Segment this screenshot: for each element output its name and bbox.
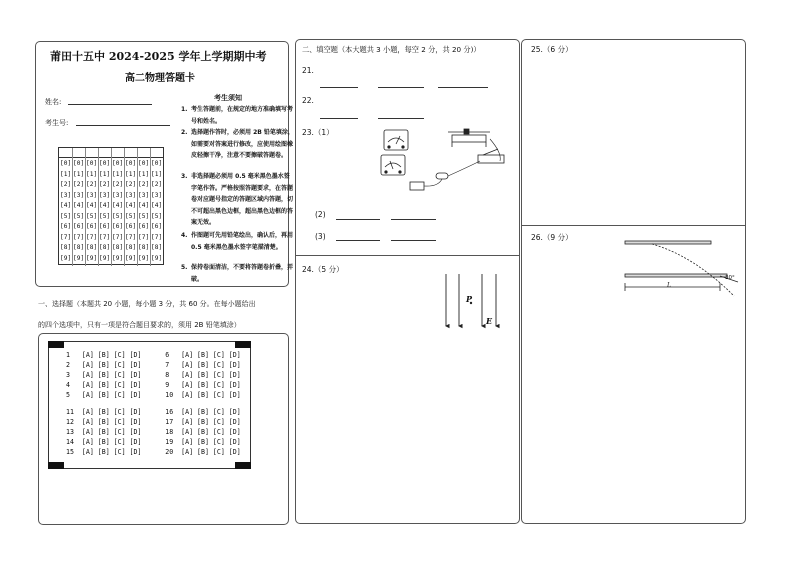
q24-field-figure — [440, 272, 506, 334]
id-bubble[interactable]: [0] — [86, 160, 98, 167]
rheostat-icon — [448, 129, 490, 147]
note-num: 5. — [181, 264, 188, 271]
id-bubble[interactable]: [5] — [86, 212, 98, 220]
id-bubble[interactable]: [3] — [99, 191, 111, 199]
id-bubble[interactable]: [0] — [138, 160, 150, 167]
id-bubble[interactable]: [4] — [86, 202, 98, 209]
id-bubble[interactable]: [6] — [112, 223, 124, 230]
corner-mark — [48, 341, 64, 348]
q21-blank[interactable] — [378, 87, 424, 88]
id-bubble[interactable]: [7] — [112, 233, 124, 241]
note-text: 考生答题前，在规定的地方准确填写考号和姓名。 — [191, 106, 294, 125]
id-bubble[interactable]: [4] — [73, 202, 85, 209]
id-bubble[interactable]: [7] — [73, 233, 85, 241]
id-bubble[interactable]: [5] — [112, 212, 124, 220]
card-title: 莆田十五中 2024-2025 学年上学期期中考 — [50, 50, 267, 63]
id-bubble[interactable]: [2] — [125, 181, 137, 188]
id-bubble[interactable]: [5] — [99, 212, 111, 220]
mc-answer-row[interactable]: 5 [A] [B] [C] [D] 10 [A] [B] [C] [D] — [66, 391, 241, 399]
id-bubble[interactable]: [2] — [73, 181, 85, 188]
id-bubble[interactable]: [2] — [112, 181, 124, 188]
note-item — [181, 171, 297, 231]
corner-mark — [48, 462, 64, 469]
q23-label: 23.（1） — [302, 128, 334, 137]
id-bubble[interactable]: [2] — [99, 181, 111, 188]
section1-line2: 的四个选项中，只有一项是符合题目要求的，须用 2B 铅笔填涂） — [38, 321, 241, 329]
q23-apparatus-figure — [378, 127, 510, 200]
id-bubble[interactable]: [9] — [86, 254, 98, 262]
id-bubble[interactable]: [3] — [60, 191, 72, 199]
id-bubble[interactable]: [4] — [112, 202, 124, 209]
name-field[interactable] — [68, 104, 152, 105]
note-item — [181, 262, 297, 286]
id-bubble[interactable]: [0] — [151, 160, 163, 167]
angle-label: 30° — [725, 275, 735, 281]
id-bubble[interactable]: [7] — [86, 233, 98, 241]
q21-label: 21. — [302, 66, 314, 75]
id-bubble[interactable]: [4] — [138, 202, 150, 209]
id-bubble[interactable]: [8] — [112, 244, 124, 251]
id-bubble[interactable]: [4] — [60, 202, 72, 209]
id-field[interactable] — [76, 125, 170, 126]
q26-deflection-figure — [622, 238, 744, 300]
id-bubble-grid[interactable] — [58, 147, 164, 265]
id-bubble[interactable]: [8] — [99, 244, 111, 251]
id-bubble[interactable]: [5] — [60, 212, 72, 220]
mc-answer-row[interactable]: 13 [A] [B] [C] [D] 18 [A] [B] [C] [D] — [66, 428, 241, 436]
id-bubble[interactable]: [1] — [60, 170, 72, 178]
id-bubble[interactable]: [8] — [60, 244, 72, 251]
id-bubble[interactable]: [6] — [86, 223, 98, 230]
note-text: 作图题可先用铅笔绘出，确认后，再用 0.5 毫米黑色墨水签字笔描清楚。 — [191, 232, 294, 251]
field-label-p: P — [466, 294, 473, 304]
id-bubble[interactable]: [6] — [125, 223, 137, 230]
q22-label: 22. — [302, 96, 314, 105]
id-bubble[interactable]: [4] — [99, 202, 111, 209]
q21-blank[interactable] — [438, 87, 488, 88]
id-bubble[interactable]: [0] — [125, 160, 137, 167]
id-bubble[interactable]: [9] — [73, 254, 85, 262]
mc-answer-row[interactable]: 14 [A] [B] [C] [D] 19 [A] [B] [C] [D] — [66, 438, 241, 446]
id-bubble[interactable]: [3] — [73, 191, 85, 199]
q23-blank[interactable] — [391, 219, 436, 220]
id-bubble[interactable]: [4] — [151, 202, 163, 209]
id-bubble[interactable]: [3] — [112, 191, 124, 199]
id-bubble[interactable]: [1] — [73, 170, 85, 178]
id-bubble[interactable]: [8] — [151, 244, 163, 251]
id-bubble[interactable]: [2] — [60, 181, 72, 188]
ammeter-icon — [384, 130, 408, 150]
resistor-icon — [410, 173, 448, 190]
id-bubble[interactable]: [8] — [138, 244, 150, 251]
section1-line1: 一、选择题（本题共 20 小题，每小题 3 分，共 60 分。在每小题给出 — [38, 300, 256, 308]
id-bubble[interactable]: [5] — [138, 212, 150, 220]
q23-blank[interactable] — [336, 219, 380, 220]
note-text: 非选择题必须用 0.5 毫米黑色墨水签字笔作答。严格按照答题要求，在答题卷对应题号指定的答题区域内答题，切不可超出黑色边框，超出黑色边框的答案无效。 — [191, 173, 294, 226]
note-item — [181, 230, 297, 265]
id-bubble[interactable]: [1] — [151, 170, 163, 178]
id-bubble[interactable]: [0] — [112, 160, 124, 167]
id-bubble[interactable]: [5] — [151, 212, 163, 220]
id-bubble[interactable]: [6] — [99, 223, 111, 230]
id-bubble[interactable]: [7] — [125, 233, 137, 241]
id-bubble[interactable]: [7] — [60, 233, 72, 241]
q23-2-label: (2) — [315, 210, 326, 219]
id-bubble[interactable]: [8] — [86, 244, 98, 251]
id-bubble[interactable]: [5] — [73, 212, 85, 220]
q22-blank[interactable] — [378, 118, 424, 119]
note-text: 选择题作答时，必须用 2B 铅笔填涂，如需要对答案进行修改，应使用绘图橡皮轻擦干净，注意不要擦破答题卷。 — [191, 129, 294, 159]
q21-blank[interactable] — [320, 87, 358, 88]
id-bubble[interactable]: [2] — [138, 181, 150, 188]
id-bubble[interactable]: [3] — [151, 191, 163, 199]
note-text: 保持卷面清洁，不要将答题卷折叠，弄破。 — [191, 264, 294, 283]
note-item — [181, 104, 297, 129]
section2-title: 二、填空题（本大题共 3 小题，每空 2 分，共 20 分)） — [302, 45, 481, 54]
id-bubble[interactable]: [6] — [151, 223, 163, 230]
id-bubble[interactable]: [0] — [99, 160, 111, 167]
id-bubble[interactable]: [6] — [60, 223, 72, 230]
id-bubble[interactable]: [7] — [138, 233, 150, 241]
name-label: 姓名: — [45, 98, 62, 106]
id-bubble[interactable]: [9] — [151, 254, 163, 262]
corner-mark — [235, 341, 251, 348]
id-bubble[interactable]: [4] — [125, 202, 137, 209]
mc-answer-row[interactable]: 1 [A] [B] [C] [D] 6 [A] [B] [C] [D] — [66, 351, 241, 359]
id-bubble[interactable]: [3] — [86, 191, 98, 199]
mc-answer-row[interactable]: 11 [A] [B] [C] [D] 16 [A] [B] [C] [D] — [66, 408, 241, 416]
q26-divider — [521, 225, 746, 226]
notes-title: 考生须知 — [214, 94, 242, 102]
id-bubble[interactable]: [2] — [151, 181, 163, 188]
note-num: 4. — [181, 232, 188, 239]
q24-divider — [295, 255, 520, 256]
mc-answer-row[interactable]: 2 [A] [B] [C] [D] 7 [A] [B] [C] [D] — [66, 361, 241, 369]
mc-answer-row[interactable]: 4 [A] [B] [C] [D] 9 [A] [B] [C] [D] — [66, 381, 241, 389]
particle-path — [652, 244, 734, 296]
q23-blank[interactable] — [336, 240, 380, 241]
id-bubble[interactable]: [1] — [112, 170, 124, 178]
q23-blank[interactable] — [391, 240, 436, 241]
id-bubble[interactable]: [7] — [99, 233, 111, 241]
id-bubble[interactable]: [6] — [138, 223, 150, 230]
q25-label: 25.（6 分） — [531, 45, 573, 54]
q24-label: 24.（5 分） — [302, 265, 344, 274]
id-bubble[interactable]: [0] — [60, 160, 72, 167]
q22-blank[interactable] — [320, 118, 358, 119]
id-bubble[interactable]: [8] — [73, 244, 85, 251]
field-label-e: E — [486, 316, 493, 326]
id-bubble[interactable]: [1] — [86, 170, 98, 178]
id-bubble[interactable]: [1] — [99, 170, 111, 178]
upper-plate — [625, 241, 711, 244]
id-bubble[interactable]: [5] — [125, 212, 137, 220]
id-bubble[interactable]: [0] — [73, 160, 85, 167]
note-item — [181, 127, 297, 173]
id-bubble[interactable]: [7] — [151, 233, 163, 241]
id-bubble[interactable]: [9] — [138, 254, 150, 262]
id-label: 考生号: — [45, 119, 69, 127]
note-num: 2. — [181, 129, 188, 136]
card-subtitle: 高二物理答题卡 — [125, 73, 195, 84]
id-bubble[interactable]: [9] — [99, 254, 111, 262]
voltmeter-icon — [381, 155, 405, 175]
id-bubble[interactable]: [9] — [125, 254, 137, 262]
id-bubble[interactable]: [9] — [112, 254, 124, 262]
corner-mark — [235, 462, 251, 469]
mc-answer-row[interactable]: 15 [A] [B] [C] [D] 20 [A] [B] [C] [D] — [66, 448, 241, 456]
mc-answer-row[interactable]: 12 [A] [B] [C] [D] 17 [A] [B] [C] [D] — [66, 418, 241, 426]
id-bubble[interactable]: [9] — [60, 254, 72, 262]
id-bubble[interactable]: [1] — [138, 170, 150, 178]
id-bubble[interactable]: [2] — [86, 181, 98, 188]
note-num: 1. — [181, 106, 188, 113]
id-bubble[interactable]: [1] — [125, 170, 137, 178]
id-bubble[interactable]: [6] — [73, 223, 85, 230]
id-bubble[interactable]: [8] — [125, 244, 137, 251]
length-label: L — [667, 282, 671, 289]
q23-3-label: (3) — [315, 232, 326, 241]
id-bubble[interactable]: [3] — [138, 191, 150, 199]
mc-answer-row[interactable]: 3 [A] [B] [C] [D] 8 [A] [B] [C] [D] — [66, 371, 241, 379]
note-num: 3. — [181, 173, 188, 180]
q26-label: 26.（9 分） — [531, 233, 573, 242]
wire-icon — [424, 139, 500, 186]
id-bubble[interactable]: [3] — [125, 191, 137, 199]
